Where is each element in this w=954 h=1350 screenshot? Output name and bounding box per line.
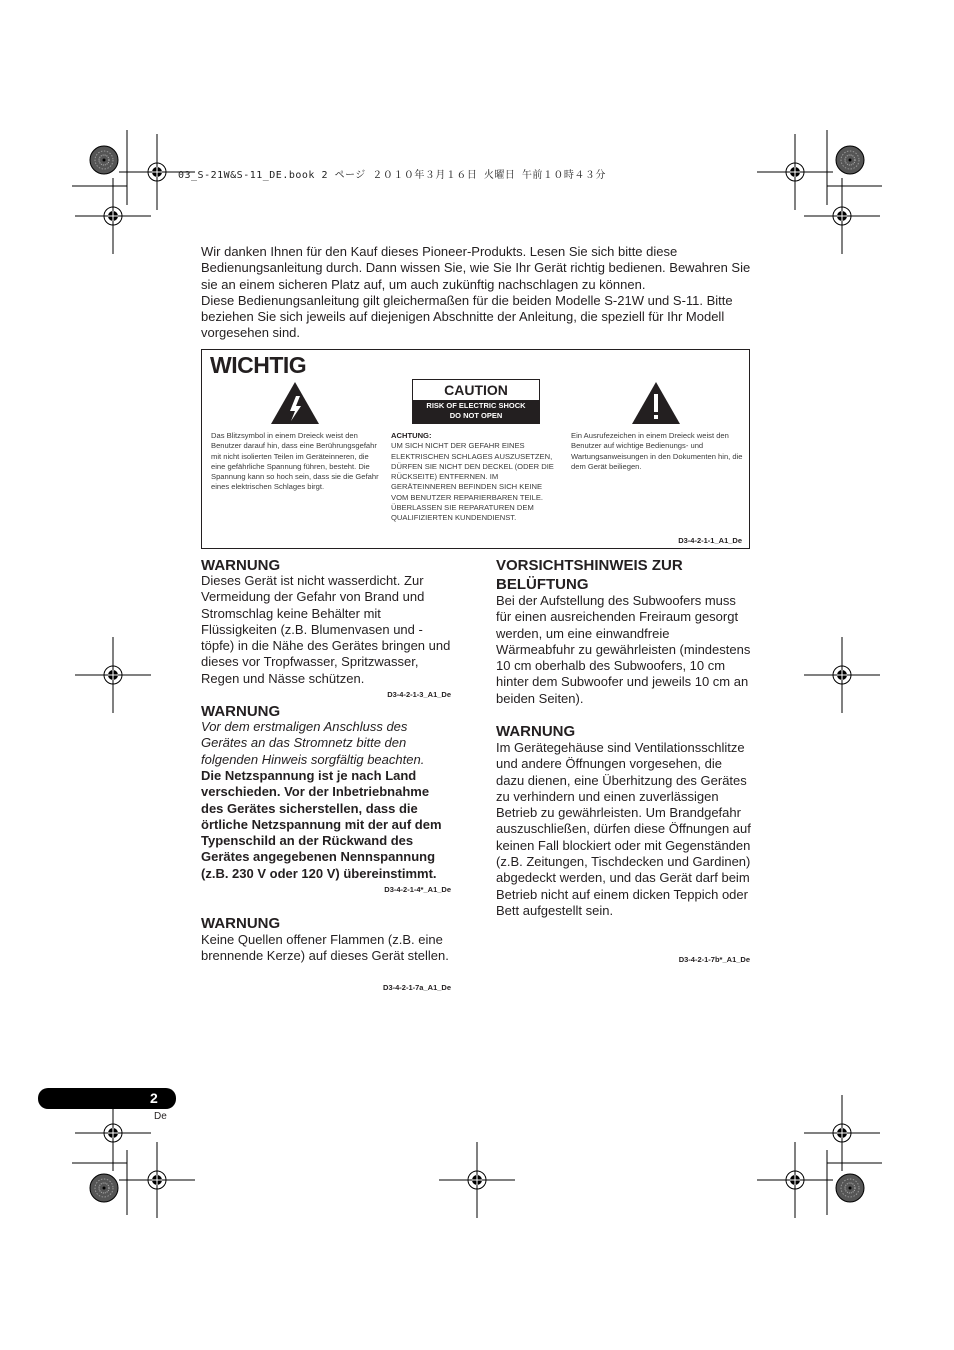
exclamation-description: Ein Ausrufezeichen in einem Dreieck weist den Benutzer auf wichtige Bedienungs- und Wartungsanweisungen in den Dokumenten hin, die dem Gerät beiliegen. [571, 431, 743, 471]
intro-text [201, 244, 753, 342]
intro-paragraph-2: Diese Bedienungsanleitung gilt gleichermaßen für die beiden Modelle S-21W und S-11. Bitte beziehen Sie sich jeweils auf diejenigen Abschnitte der Anleitung, die speziell für Ihr Modell vorgesehen sind. [201, 292, 733, 341]
registration-mark-top-left-lower [75, 178, 151, 254]
belueftung-heading: VORSICHTSHINWEIS ZUR BELÜFTUNG [496, 557, 683, 593]
registration-mark-bottom-right [757, 1142, 833, 1218]
registration-mark-bottom-right-upper [804, 1095, 880, 1171]
language-code: De [154, 1111, 167, 1122]
wichtig-title: WICHTIG [210, 352, 307, 378]
registration-mark-mid-left [75, 637, 151, 713]
warnung-2-code: D3-4-2-1-4*_A1_De [384, 885, 451, 894]
warnung-3-code: D3-4-2-1-7a_A1_De [383, 983, 451, 992]
warnung-4-code: D3-4-2-1-7b*_A1_De [678, 955, 750, 964]
warnung-1-code: D3-4-2-1-3_A1_De [387, 690, 451, 699]
warnung-3-heading: WARNUNG [201, 915, 281, 932]
achtung-block [391, 431, 561, 524]
warnung-4-heading: WARNUNG [496, 723, 576, 740]
starburst-mark-bottom-left [90, 1174, 118, 1202]
book-file-header: 03_S-21W&S-11_DE.book 2 ページ ２０１０年３月１６日 火曜日 午前１０時４３分 [178, 170, 606, 181]
starburst-mark-top-right [836, 146, 864, 174]
caution-subtext [413, 400, 539, 423]
achtung-label: ACHTUNG: [391, 431, 432, 440]
warnung-3-text: Keine Quellen offener Flammen (z.B. eine brennende Kerze) auf dieses Gerät stellen. [201, 932, 449, 964]
warnung-2-heading: WARNUNG [201, 703, 281, 720]
lightning-warning-icon [269, 380, 321, 426]
registration-mark-top-right [757, 134, 833, 210]
warnung-4-text: Im Gerätegehäuse sind Ventilationsschlitze und andere Öffnungen vorgesehen, die dazu dienen, eine Überhitzung des Gerätes zu verhindern und einen zuverlässigen Betrieb zu gewährleisten. Um Brandgefahr auszuschließen, dürfen diese Öffnungen auf keinen Fall blockiert oder mit Gegenständen (z.B. Zeitungen, Tischdecken und Gardinen) abgedeckt werden, und das Gerät darf beim Betrieb nicht auf einem dicken Teppich oder Bett aufgestellt sein. [496, 740, 751, 918]
warnung-1-heading: WARNUNG [201, 557, 281, 574]
warnung-1-text: Dieses Gerät ist nicht wasserdicht. Zur Vermeidung der Gefahr von Brand und Stromschlag keine Behälter mit Flüssigkeiten (z.B. Blumenvasen und -töpfe) in die Nähe des Gerätes bringen und dieses vor Tropfwasser, Spritzwasser, Regen und Nässe schützen. [201, 573, 451, 686]
achtung-text: UM SICH NICHT DER GEFAHR EINES ELEKTRISCHEN SCHLAGES AUSZUSETZEN, DÜRFEN SIE NICHT DEN DECKEL (ODER DIE RÜCKSEITE) ENTFERNEN. IM GERÄTEINNEREN BEFINDEN SICH KEINE VOM BENUTZER REPARIERBAREN TEILE. ÜBERLASSEN SIE REPARATUREN DEM QUALIFIZIERTEN KUNDENDIENST. [391, 441, 554, 523]
warnung-2-bold: Die Netzspannung ist je nach Land verschieden. Vor der Inbetriebnahme des Gerätes sicherstellen, dass die örtliche Netzspannung mit der auf dem Typenschild an der Rückwand des Gerätes angegebenen Nennspannung (z.B. 230 V oder 120 V) übereinstimmt. [201, 768, 442, 881]
wichtig-code: D3-4-2-1-1_A1_De [678, 536, 742, 545]
caution-title: CAUTION [413, 380, 539, 400]
warnung-2-italic: Vor dem erstmaligen Anschluss des Gerätes an das Stromnetz bitte den folgenden Hinweis sorgfältig beachten. [201, 719, 425, 767]
starburst-mark-bottom-right [836, 1174, 864, 1202]
page-number: 2 [150, 1090, 158, 1106]
registration-mark-bottom-left [119, 1142, 195, 1218]
caution-line-2: DO NOT OPEN [449, 411, 503, 420]
registration-mark-mid-right [804, 637, 880, 713]
caution-label [412, 379, 540, 424]
lightning-description: Das Blitzsymbol in einem Dreieck weist den Benutzer darauf hin, dass eine Berührungsgefahr mit nicht isolierten Teilen im Geräteinneren, die eine gefährliche Spannung führen, besteht. Die Spannung kann so hoch sein, dass sie die Gefahr eines elektrischen Schlages birgt. [211, 431, 379, 492]
exclamation-warning-icon [630, 380, 682, 426]
belueftung-text: Bei der Aufstellung des Subwoofers muss für einen ausreichenden Freiraum gesorgt werden, um eine einwandfreie Wärmeabfuhr zu gewährleisten (mindestens 10 cm oberhalb des Subwoofers, 10 cm hinter dem Subwoofer und jeweils 10 cm an beiden Seiten). [496, 593, 751, 706]
intro-paragraph-1: Wir danken Ihnen für den Kauf dieses Pioneer-Produkts. Lesen Sie sich bitte diese Bedienungsanleitung durch. Dann wissen Sie, wie Sie Ihr Gerät richtig bedienen. Bewahren Sie sie an einem sicheren Platz auf, um auch zukünftig nachschlagen zu können. [201, 244, 751, 292]
registration-mark-bottom-center [439, 1142, 515, 1218]
registration-mark-top-right-lower [804, 178, 880, 254]
caution-line-1: RISK OF ELECTRIC SHOCK [426, 401, 526, 410]
starburst-mark-top-left [90, 146, 118, 174]
